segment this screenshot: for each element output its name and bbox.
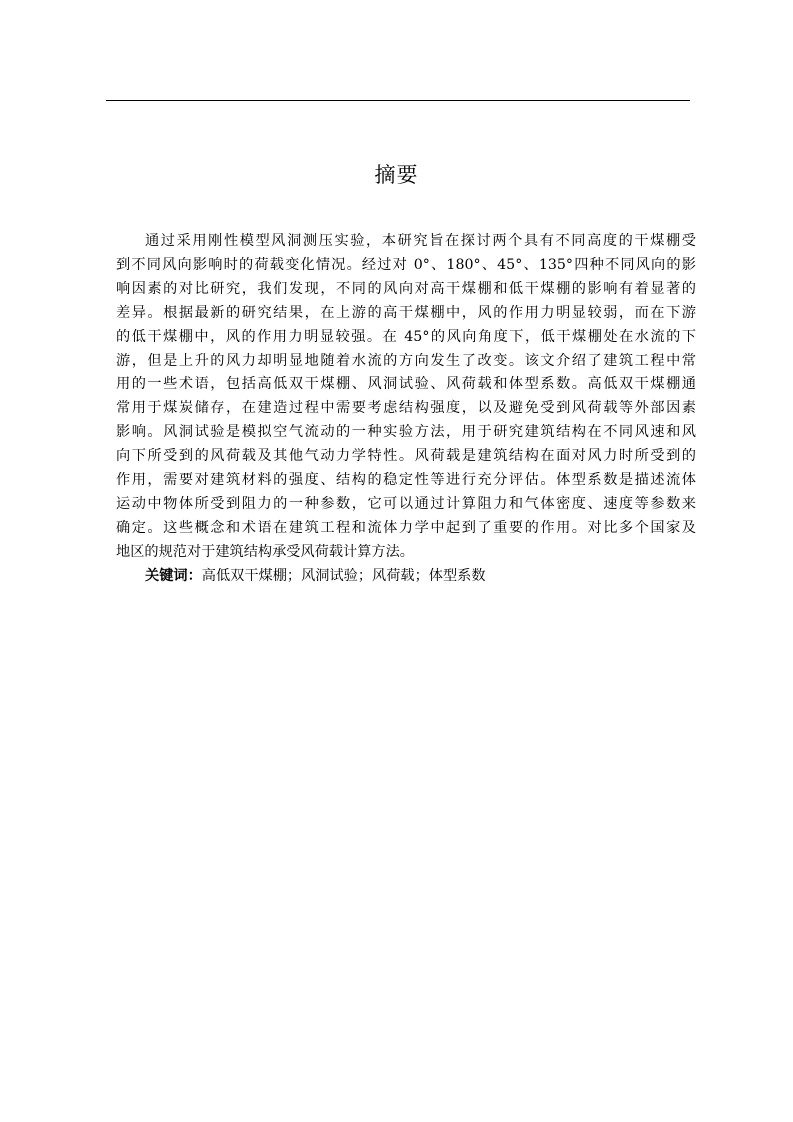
abstract-line: 影响。风洞试验是模拟空气流动的一种实验方法，用于研究建筑结构在不同风速和风 <box>116 424 696 441</box>
abstract-line: 用的一些术语，包括高低双干煤棚、风洞试验、风荷载和体型系数。高低双干煤棚通 <box>116 376 696 393</box>
abstract-line: 运动中物体所受到阻力的一种参数，它可以通过计算阻力和气体密度、速度等参数来 <box>116 495 696 512</box>
keywords <box>116 565 696 589</box>
abstract-body <box>116 230 696 589</box>
keywords-text: 高低双干煤棚；风洞试验；风荷载；体型系数 <box>201 567 486 584</box>
abstract-line: 的低干煤棚中，风的作用力明显较强。在 45°的风向角度下，低干煤棚处在水流的下 <box>116 328 696 345</box>
abstract-line: 作用，需要对建筑材料的强度、结构的稳定性等进行充分评估。体型系数是描述流体 <box>116 472 696 489</box>
abstract-line: 响因素的对比研究，我们发现，不同的风向对高干煤棚和低干煤棚的影响有着显著的 <box>116 280 696 297</box>
abstract-line: 通过采用刚性模型风洞测压实验，本研究旨在探讨两个具有不同高度的干煤棚受 <box>145 233 696 249</box>
abstract-title: 摘要 <box>374 163 419 187</box>
abstract-line: 常用于煤炭储存，在建造过程中需要考虑结构强度，以及避免受到风荷载等外部因素 <box>116 400 696 417</box>
header-rule <box>106 100 690 101</box>
abstract-line: 地区的规范对于建筑结构承受风荷载计算方法。 <box>116 543 414 560</box>
abstract-line: 到不同风向影响时的荷载变化情况。经过对 0°、180°、45°、135°四种不同风向的影 <box>116 256 696 273</box>
abstract-line: 差异。根据最新的研究结果，在上游的高干煤棚中，风的作用力明显较弱，而在下游 <box>116 304 696 321</box>
abstract-line: 向下所受到的风荷载及其他气动力学特性。风荷载是建筑结构在面对风力时所受到的 <box>116 448 696 465</box>
keywords-label: 关键词： <box>145 567 202 584</box>
abstract-line: 游，但是上升的风力却明显地随着水流的方向发生了改变。该文介绍了建筑工程中常 <box>116 352 696 369</box>
abstract-line: 确定。这些概念和术语在建筑工程和流体力学中起到了重要的作用。对比多个国家及 <box>116 519 696 536</box>
